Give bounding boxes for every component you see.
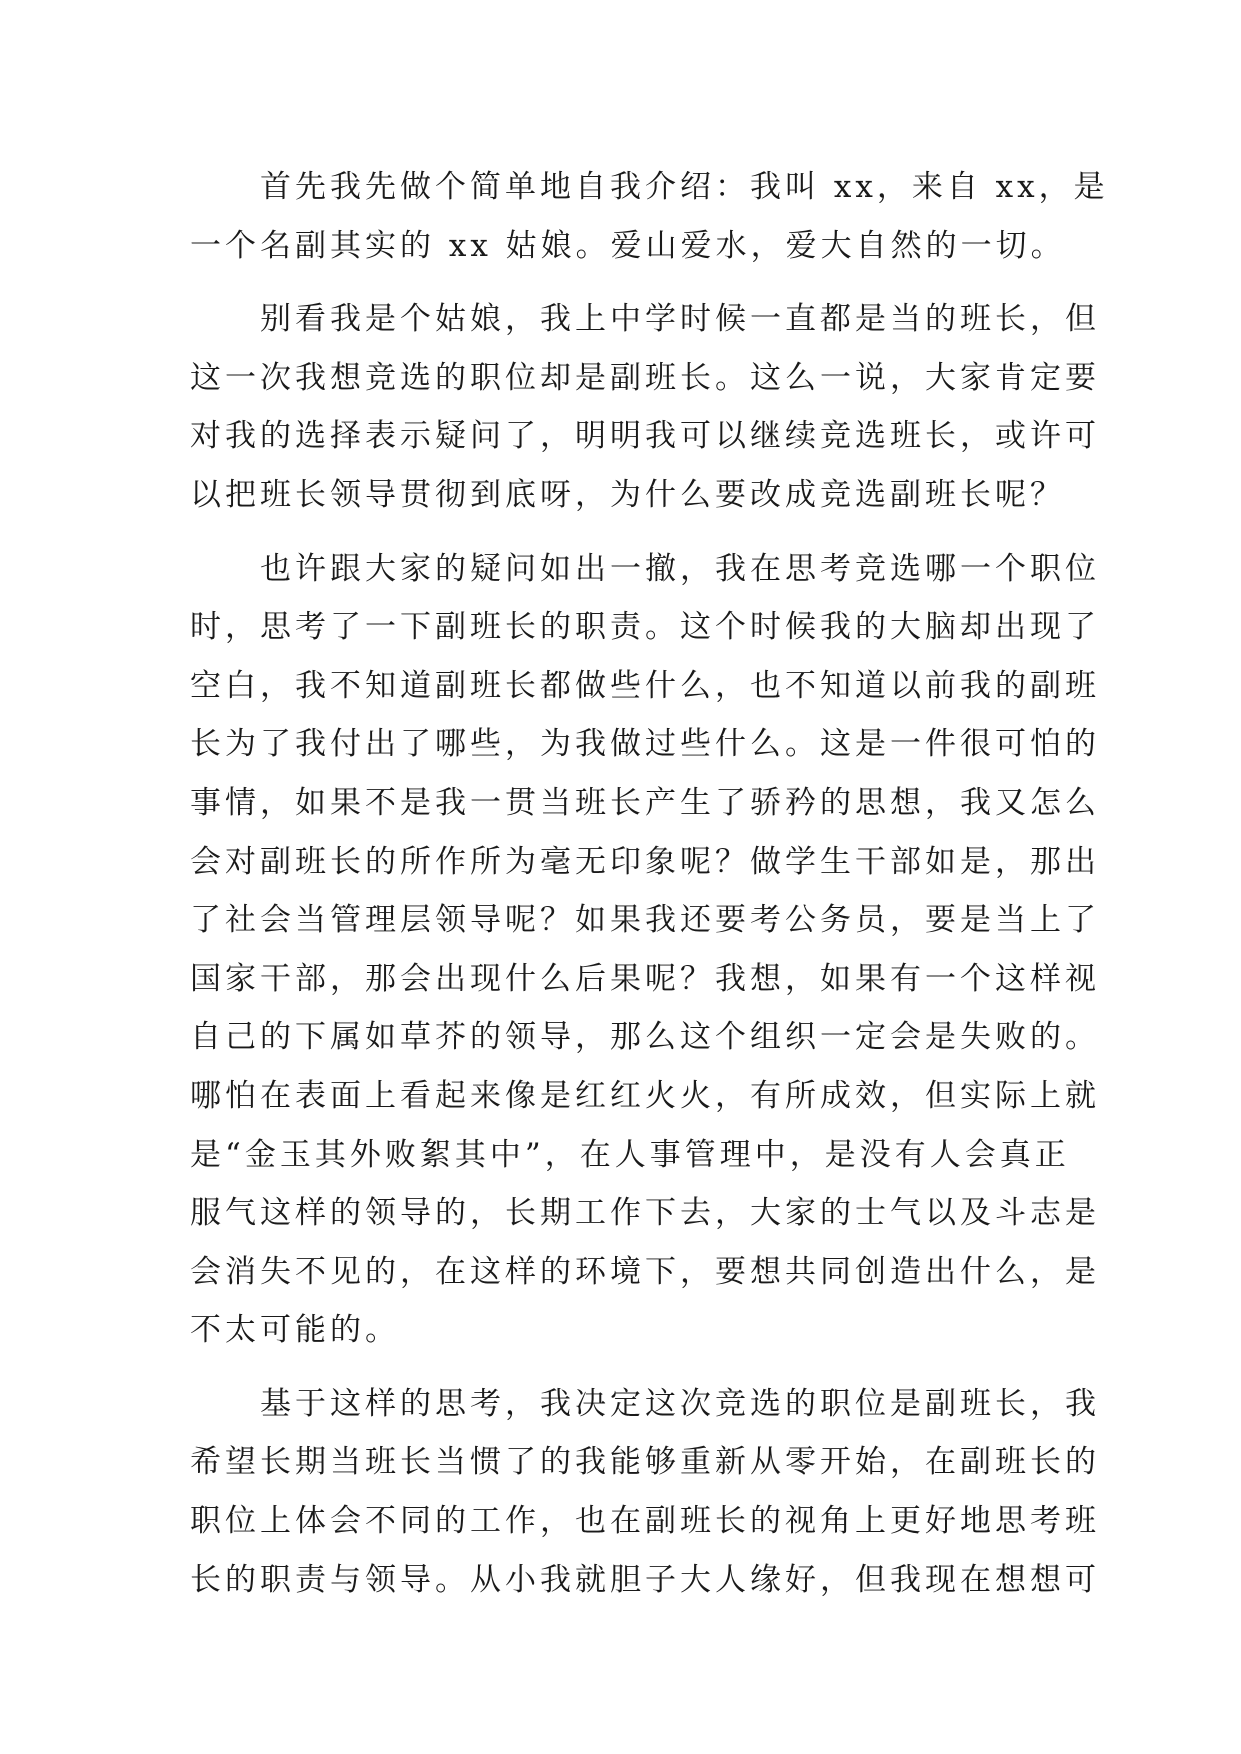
text-line: 国家干部，那会出现什么后果呢？我想，如果有一个这样视: [190, 960, 1100, 997]
text-line: 长的职责与领导。从小我就胆子大人缘好，但我现在想想可: [190, 1561, 1100, 1598]
text-line: 对我的选择表示疑问了，明明我可以继续竞选班长，或许可: [190, 418, 1100, 455]
text-line: 会消失不见的，在这样的环境下，要想共同创造出什么，是: [190, 1253, 1100, 1290]
text-line: 会对副班长的所作所为毫无印象呢？做学生干部如是，那出: [190, 843, 1100, 880]
text-line: 首先我先做个简单地自我介绍：我叫 xx，来自 xx，是: [190, 169, 1109, 205]
paragraph-class-monitor: [190, 290, 1100, 524]
text-line: 时，思考了一下副班长的职责。这个时候我的大脑却出现了: [190, 609, 1100, 646]
text-line: 也许跟大家的疑问如出一撤，我在思考竞选哪一个职位: [190, 550, 1100, 587]
text-line: 不太可能的。: [190, 1312, 400, 1349]
paragraph-reflection: [190, 540, 1100, 1360]
text-line: 基于这样的思考，我决定这次竞选的职位是副班长，我: [190, 1385, 1100, 1422]
text-line: 了社会当管理层领导呢？如果我还要考公务员，要是当上了: [190, 902, 1100, 939]
text-line: 长为了我付出了哪些，为我做过些什么。这是一件很可怕的: [190, 726, 1100, 763]
paragraph-intro: [190, 158, 1109, 275]
text-line: 以把班长领导贯彻到底呀，为什么要改成竞选副班长呢？: [190, 476, 1065, 513]
text-line: 一个名副其实的 xx 姑娘。爱山爱水，爱大自然的一切。: [190, 227, 1066, 264]
text-line: 希望长期当班长当惯了的我能够重新从零开始，在副班长的: [190, 1444, 1100, 1481]
text-line: 服气这样的领导的，长期工作下去，大家的士气以及斗志是: [190, 1195, 1100, 1232]
text-line: 空白，我不知道副班长都做些什么，也不知道以前我的副班: [190, 667, 1100, 704]
text-line: 哪怕在表面上看起来像是红红火火，有所成效，但实际上就: [190, 1077, 1100, 1114]
text-line: 职位上体会不同的工作，也在副班长的视角上更好地思考班: [190, 1503, 1100, 1540]
text-line: 这一次我想竞选的职位却是副班长。这么一说，大家肯定要: [190, 359, 1100, 396]
text-line: 别看我是个姑娘，我上中学时候一直都是当的班长，但: [190, 301, 1100, 338]
text-line: 是“金玉其外败絮其中”，在人事管理中，是没有人会真正: [190, 1136, 1070, 1173]
paragraph-decision: [190, 1375, 1100, 1609]
text-line: 事情，如果不是我一贯当班长产生了骄矜的思想，我又怎么: [190, 784, 1100, 821]
body-text: [190, 158, 1109, 1609]
text-line: 自己的下属如草芥的领导，那么这个组织一定会是失败的。: [190, 1019, 1100, 1056]
